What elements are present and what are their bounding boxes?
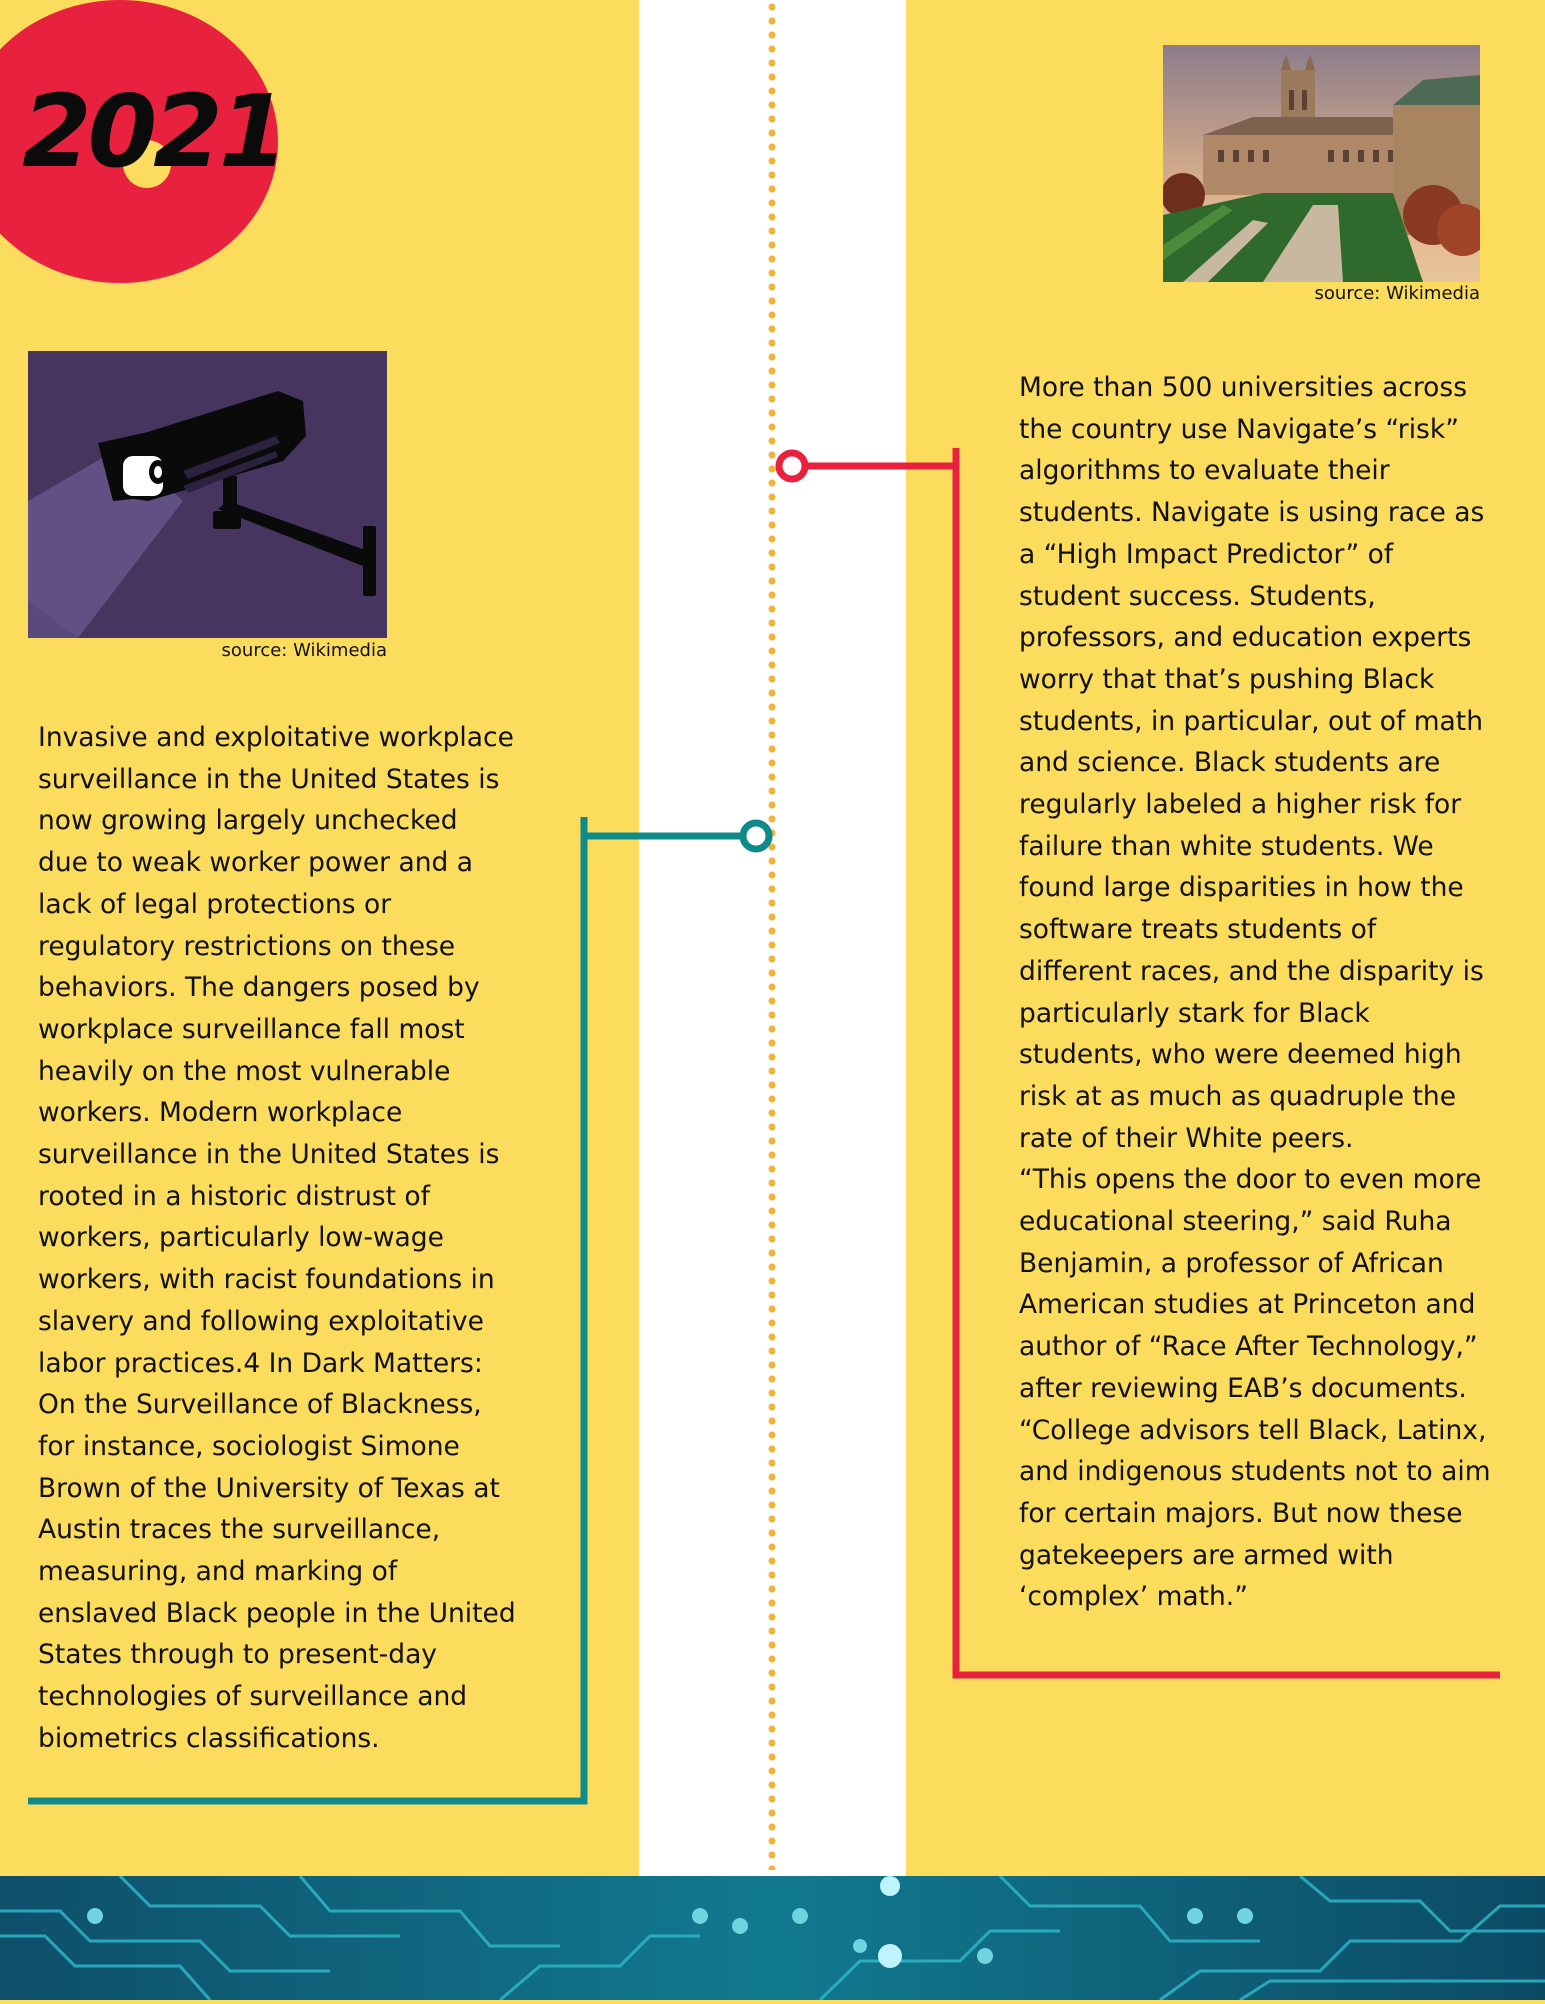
text-line: Brown of the University of Texas at (38, 1472, 500, 1504)
text-line: and science. Black students are (1019, 747, 1441, 779)
text-line: author of “Race After Technology,” (1019, 1331, 1478, 1363)
text-line: More than 500 universities across (1019, 372, 1468, 403)
text-line: behaviors. The dangers posed by (38, 972, 480, 1004)
text-line: the country use Navigate’s “risk” (1019, 413, 1459, 445)
text-line: enslaved Black people in the United (38, 1597, 516, 1629)
text-line: workers. Modern workplace (38, 1097, 403, 1129)
text-line: workers, particularly low-wage (38, 1222, 444, 1254)
left-image-caption: source: Wikimedia (221, 640, 387, 661)
red-timeline-node (779, 453, 805, 479)
teal-timeline-node (743, 823, 769, 849)
text-line: Benjamin, a professor of African (1019, 1247, 1444, 1279)
text-line: “College advisors tell Black, Latinx, (1019, 1414, 1487, 1446)
text-line: students, who were deemed high (1019, 1039, 1462, 1071)
teal-connector (28, 817, 743, 1801)
text-line: workplace surveillance fall most (38, 1013, 465, 1045)
text-line: workers, with racist foundations in (38, 1264, 495, 1296)
text-line: ‘complex’ math.” (1019, 1581, 1248, 1613)
text-line: a “High Impact Predictor” of (1019, 538, 1394, 570)
text-line: now growing largely unchecked (38, 805, 458, 837)
text-line: Invasive and exploitative workplace (38, 722, 514, 753)
text-line: students. Navigate is using race as (1019, 497, 1485, 529)
text-line: found large disparities in how the (1019, 872, 1464, 904)
text-line: Austin traces the surveillance, (38, 1514, 441, 1546)
text-line: risk at as much as quadruple the (1019, 1080, 1456, 1112)
text-line: lack of legal protections or (38, 888, 392, 920)
text-line: heavily on the most vulnerable (38, 1055, 451, 1087)
text-line: different races, and the disparity is (1019, 955, 1484, 987)
text-line: for certain majors. But now these (1019, 1497, 1463, 1529)
text-line: labor practices.4 In Dark Matters: (38, 1347, 483, 1379)
text-line: educational steering,” said Ruha (1019, 1206, 1452, 1238)
text-line: rate of their White peers. (1019, 1122, 1354, 1154)
text-line: after reviewing EAB’s documents. (1019, 1372, 1467, 1404)
year-label: 2021 (22, 73, 285, 190)
text-line: failure than white students. We (1019, 830, 1434, 862)
text-line: software treats students of (1019, 914, 1377, 946)
text-line: American studies at Princeton and (1019, 1289, 1476, 1321)
text-line: and indigenous students not to aim (1019, 1456, 1491, 1488)
text-line: algorithms to evaluate their (1019, 455, 1390, 487)
text-line: for instance, sociologist Simone (38, 1430, 460, 1462)
text-line: On the Surveillance of Blackness, (38, 1389, 482, 1421)
right-image-caption: source: Wikimedia (1314, 283, 1480, 304)
text-line: students, in particular, out of math (1019, 705, 1483, 737)
text-line: regulatory restrictions on these (38, 930, 456, 962)
text-line: particularly stark for Black (1019, 997, 1370, 1029)
text-line: regularly labeled a higher risk for (1019, 789, 1462, 821)
text-line: technologies of surveillance and (38, 1681, 468, 1713)
text-line: gatekeepers are armed with (1019, 1539, 1394, 1571)
text-line: rooted in a historic distrust of (38, 1180, 430, 1212)
text-line: student success. Students, (1019, 580, 1376, 612)
text-line: due to weak worker power and a (38, 847, 474, 879)
text-line: worry that that’s pushing Black (1019, 663, 1435, 695)
text-line: “This opens the door to even more (1019, 1164, 1482, 1196)
circuit-board-image (0, 1876, 1545, 2000)
text-line: surveillance in the United States is (38, 763, 500, 795)
text-line: professors, and education experts (1019, 622, 1472, 654)
text-line: surveillance in the United States is (38, 1139, 500, 1171)
text-line: slavery and following exploitative (38, 1305, 484, 1337)
red-connector (803, 448, 1500, 1675)
circuit-board-footer (0, 1876, 1545, 2000)
text-line: biometrics classifications. (38, 1722, 380, 1754)
text-line: States through to present-day (38, 1639, 437, 1671)
text-line: measuring, and marking of (38, 1556, 398, 1588)
